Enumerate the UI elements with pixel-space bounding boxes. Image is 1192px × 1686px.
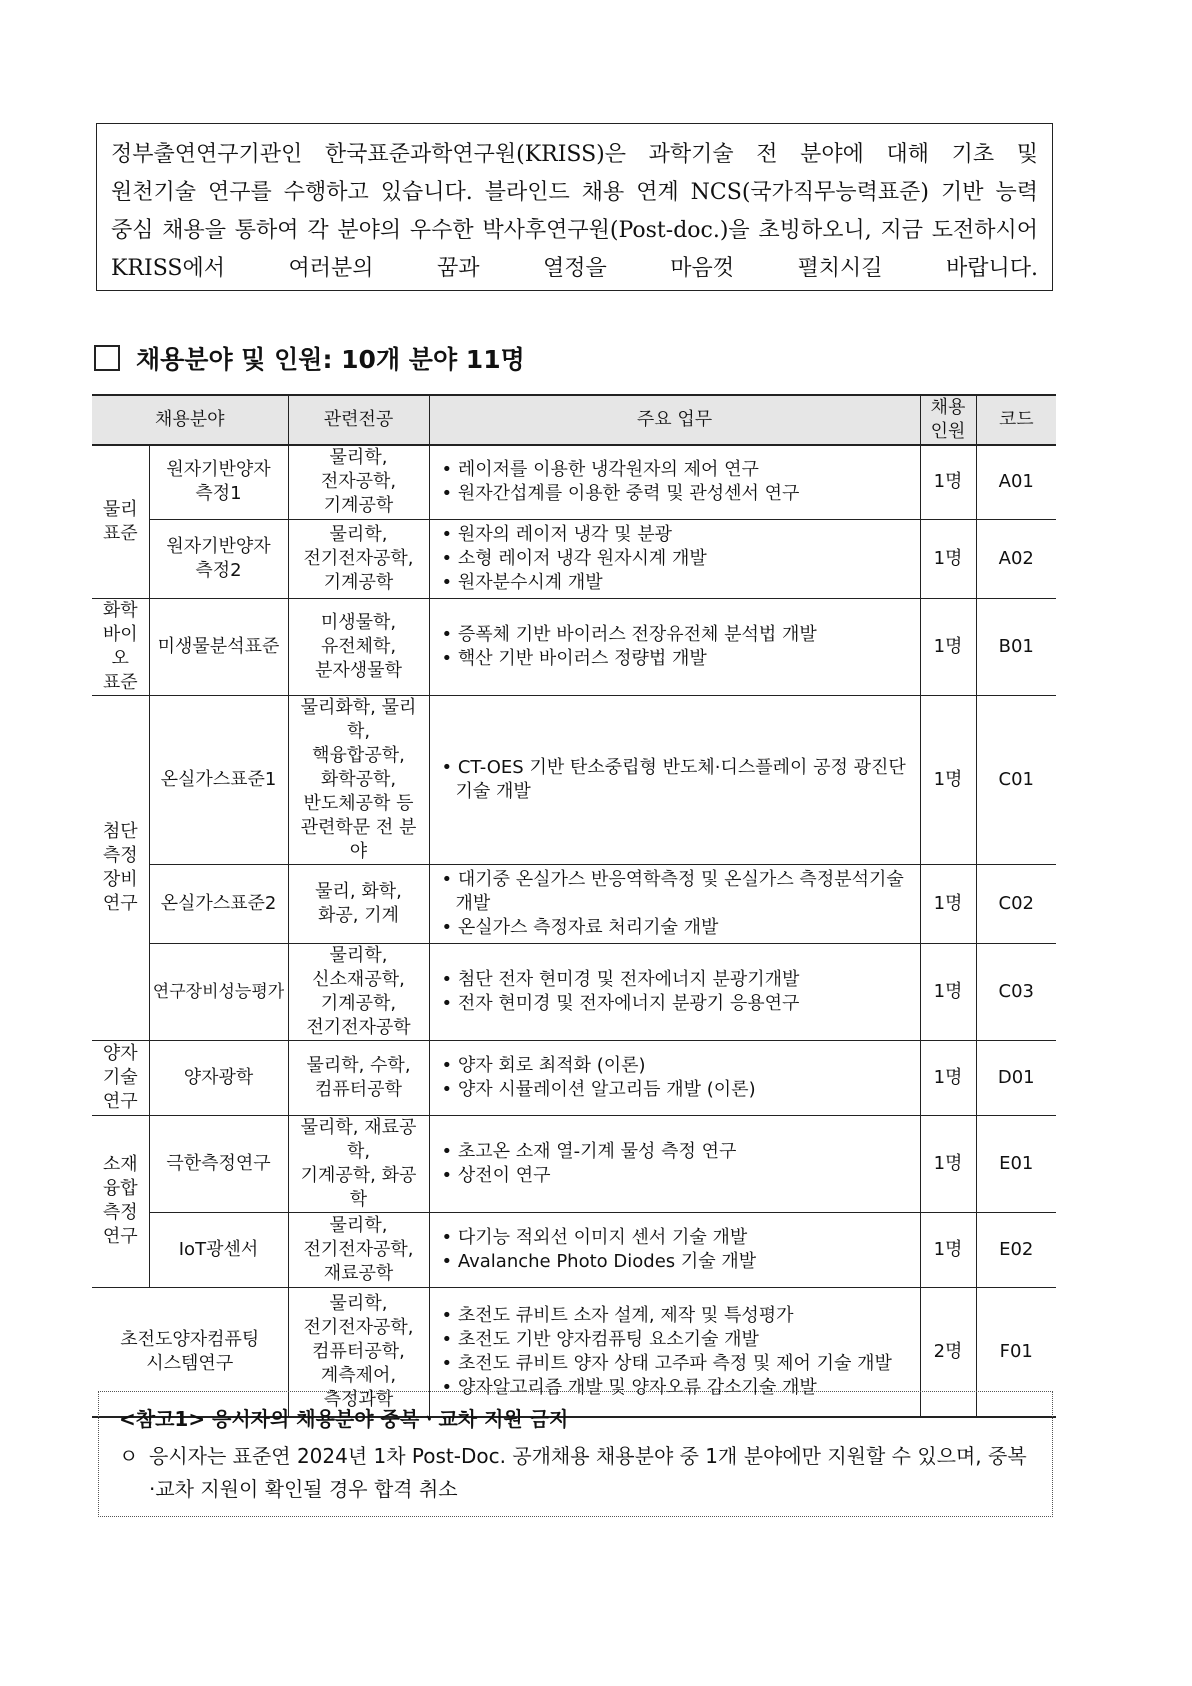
circle-bullet-icon: ㅇ (119, 1444, 139, 1468)
cell-field: 극한측정연구 (149, 1115, 288, 1212)
note-text: 응시자는 표준연 2024년 1차 Post-Doc. 공개채용 채용분야 중 1개 분야에만 지원할 수 있으며, 중복·교차 지원이 확인될 경우 합격 취소 (149, 1444, 1027, 1501)
cell-field: 원자기반양자 측정2 (149, 519, 288, 598)
cell-field: IoT광센서 (149, 1212, 288, 1287)
duty-item (442, 916, 916, 940)
cell-major: 물리학, 전기전자공학, 기계공학 (288, 519, 429, 598)
duty-text: 핵산 기반 바이러스 정량법 개발 (457, 647, 707, 669)
note-item (119, 1440, 1032, 1506)
table-row (92, 598, 1056, 695)
checkbox-square-icon (94, 345, 120, 371)
duty-text: 양자알고리즘 개발 및 양자오류 감소기술 개발 (457, 1376, 817, 1398)
recruitment-table (92, 394, 1056, 1418)
cell-code: B01 (976, 598, 1056, 695)
duty-item (442, 1226, 916, 1250)
duty-item (442, 1352, 916, 1376)
cell-group: 양자 기술 연구 (92, 1040, 149, 1115)
cell-field: 연구장비성능평가 (149, 943, 288, 1040)
cell-code: F01 (976, 1287, 1056, 1417)
duty-text: 소형 레이저 냉각 원자시계 개발 (457, 547, 707, 569)
duty-item (442, 868, 916, 916)
duty-text: 레이저를 이용한 냉각원자의 제어 연구 (457, 459, 759, 481)
cell-code: E01 (976, 1115, 1056, 1212)
header-headcount-line: 채용 (930, 397, 966, 418)
table-row (92, 943, 1056, 1040)
cell-headcount: 1명 (920, 598, 976, 695)
bullet-dot-icon: • (441, 968, 458, 990)
duty-text: 초전도 기반 양자컴퓨팅 요소기술 개발 (457, 1328, 759, 1350)
section-title: 채용분야 및 인원: 10개 분야 11명 (136, 345, 525, 374)
duty-item (442, 1078, 916, 1102)
duty-text: 상전이 연구 (457, 1164, 551, 1186)
header-field: 채용분야 (92, 395, 288, 445)
bullet-dot-icon: • (441, 1226, 458, 1248)
cell-major: 미생물학, 유전체학, 분자생물학 (288, 598, 429, 695)
cell-code: A02 (976, 519, 1056, 598)
bullet-dot-icon: • (441, 1250, 458, 1272)
cell-group: 화학 바이오 표준 (92, 598, 149, 695)
cell-duties (429, 695, 920, 864)
cell-code: C02 (976, 864, 1056, 943)
cell-field: 초전도양자컴퓨팅 시스템연구 (92, 1287, 288, 1417)
cell-code: C03 (976, 943, 1056, 1040)
cell-field: 온실가스표준2 (149, 864, 288, 943)
duty-item (442, 647, 916, 671)
duty-item (442, 1140, 916, 1164)
cell-duties (429, 1040, 920, 1115)
table-row (92, 864, 1056, 943)
cell-headcount: 1명 (920, 445, 976, 519)
table-body (92, 445, 1056, 1417)
bullet-dot-icon: • (441, 1078, 458, 1100)
duty-text: 첨단 전자 현미경 및 전자에너지 분광기개발 (457, 968, 800, 990)
cell-duties (429, 445, 920, 519)
duty-item (442, 992, 916, 1016)
bullet-dot-icon: • (441, 1328, 458, 1350)
table-row (92, 1212, 1056, 1287)
intro-line: KRISS에서 여러분의 꿈과 열정을 마음껏 펼치시길 바랍니다. (111, 256, 1038, 281)
duty-item (442, 523, 916, 547)
cell-group: 소재 융합 측정 연구 (92, 1115, 149, 1287)
table-row (92, 519, 1056, 598)
cell-major: 물리화학, 물리학, 핵융합공학, 화학공학, 반도체공학 등 관련학문 전 분야 (288, 695, 429, 864)
duty-text: 양자 회로 최적화 (이론) (457, 1054, 646, 1076)
header-headcount (920, 395, 976, 445)
cell-code: E02 (976, 1212, 1056, 1287)
bullet-dot-icon: • (441, 483, 458, 505)
cell-major: 물리학, 전자공학, 기계공학 (288, 445, 429, 519)
duty-text: 대기중 온실가스 반응역학측정 및 온실가스 측정분석기술 개발 (455, 868, 904, 914)
duty-text: 원자분수시계 개발 (457, 571, 603, 593)
duty-text: 양자 시뮬레이션 알고리듬 개발 (이론) (457, 1078, 756, 1100)
duty-text: 초고온 소재 열-기계 물성 측정 연구 (457, 1140, 737, 1162)
duty-text: Avalanche Photo Diodes 기술 개발 (457, 1250, 757, 1272)
duty-text: 다기능 적외선 이미지 센서 기술 개발 (457, 1226, 748, 1248)
cell-duties (429, 943, 920, 1040)
intro-line: 원천기술 연구를 수행하고 있습니다. 블라인드 채용 연계 NCS(국가직무능력표준) 기반 능력 (111, 180, 1038, 205)
cell-field: 미생물분석표준 (149, 598, 288, 695)
cell-headcount: 1명 (920, 1115, 976, 1212)
duty-text: 증폭체 기반 바이러스 전장유전체 분석법 개발 (457, 623, 817, 645)
bullet-dot-icon: • (441, 916, 458, 938)
duty-text: CT-OES 기반 탄소중립형 반도체·디스플레이 공정 광진단기술 개발 (455, 756, 906, 802)
bullet-dot-icon: • (441, 868, 458, 890)
cell-headcount: 1명 (920, 1212, 976, 1287)
cell-headcount: 1명 (920, 943, 976, 1040)
cell-headcount: 1명 (920, 519, 976, 598)
duty-item (442, 1328, 916, 1352)
cell-field: 온실가스표준1 (149, 695, 288, 864)
cell-headcount: 2명 (920, 1287, 976, 1417)
cell-field: 양자광학 (149, 1040, 288, 1115)
cell-major: 물리학, 전기전자공학, 재료공학 (288, 1212, 429, 1287)
bullet-dot-icon: • (441, 623, 458, 645)
duty-item (442, 1304, 916, 1328)
table-row (92, 445, 1056, 519)
cell-code: C01 (976, 695, 1056, 864)
cell-group: 첨단 측정 장비 연구 (92, 695, 149, 1040)
cell-major: 물리학, 수학, 컴퓨터공학 (288, 1040, 429, 1115)
note-title: <참고1> 응시자의 채용분야 중복ㆍ교차 지원 금지 (119, 1407, 569, 1431)
table-row (92, 1115, 1056, 1212)
duty-item (442, 623, 916, 647)
duty-item (442, 547, 916, 571)
cell-headcount: 1명 (920, 1040, 976, 1115)
cell-duties (429, 1115, 920, 1212)
bullet-dot-icon: • (441, 1352, 458, 1374)
duty-text: 원자간섭계를 이용한 중력 및 관성센서 연구 (457, 483, 800, 505)
duty-item (442, 968, 916, 992)
cell-major: 물리학, 재료공학, 기계공학, 화공학 (288, 1115, 429, 1212)
duty-item (442, 482, 916, 506)
intro-line: 중심 채용을 통하여 각 분야의 우수한 박사후연구원(Post-doc.)을 초빙하오니, 지금 도전하시어 (111, 218, 1038, 243)
bullet-dot-icon: • (441, 992, 458, 1014)
cell-major: 물리학, 신소재공학, 기계공학, 전기전자공학 (288, 943, 429, 1040)
bullet-dot-icon: • (441, 1304, 458, 1326)
table-row (92, 1040, 1056, 1115)
cell-major: 물리학, 전기전자공학, 컴퓨터공학, 계측제어, 측정과학 (288, 1287, 429, 1417)
duty-item (442, 1164, 916, 1188)
cell-duties (429, 519, 920, 598)
cell-duties (429, 598, 920, 695)
header-headcount-line: 인원 (930, 421, 966, 442)
note-box (98, 1391, 1053, 1517)
cell-duties (429, 864, 920, 943)
duty-item (442, 1250, 916, 1274)
intro-line: 정부출연연구기관인 한국표준과학연구원(KRISS)은 과학기술 전 분야에 대해 기초 및 (111, 142, 1038, 167)
bullet-dot-icon: • (441, 547, 458, 569)
section-heading (94, 341, 525, 375)
duty-item (442, 1054, 916, 1078)
bullet-dot-icon: • (441, 647, 458, 669)
duty-item (442, 458, 916, 482)
cell-code: A01 (976, 445, 1056, 519)
duty-text: 원자의 레이저 냉각 및 분광 (457, 523, 672, 545)
cell-duties (429, 1212, 920, 1287)
duty-text: 초전도 큐비트 양자 상태 고주파 측정 및 제어 기술 개발 (457, 1352, 892, 1374)
cell-field: 원자기반양자 측정1 (149, 445, 288, 519)
header-major: 관련전공 (288, 395, 429, 445)
cell-code: D01 (976, 1040, 1056, 1115)
table-row (92, 695, 1056, 864)
cell-headcount: 1명 (920, 695, 976, 864)
intro-box (96, 123, 1053, 291)
cell-headcount: 1명 (920, 864, 976, 943)
bullet-dot-icon: • (441, 571, 458, 593)
cell-major: 물리, 화학, 화공, 기계 (288, 864, 429, 943)
duty-item (442, 756, 916, 804)
duty-text: 초전도 큐비트 소자 설계, 제작 및 특성평가 (457, 1304, 794, 1326)
duty-item (442, 571, 916, 595)
bullet-dot-icon: • (441, 459, 458, 481)
cell-group: 물리 표준 (92, 445, 149, 598)
bullet-dot-icon: • (441, 1376, 458, 1398)
header-duties: 주요 업무 (429, 395, 920, 445)
duty-text: 전자 현미경 및 전자에너지 분광기 응용연구 (457, 992, 800, 1014)
bullet-dot-icon: • (441, 523, 458, 545)
bullet-dot-icon: • (441, 1164, 458, 1186)
header-code: 코드 (976, 395, 1056, 445)
duty-text: 온실가스 측정자료 처리기술 개발 (457, 916, 719, 938)
table-header-row (92, 395, 1056, 445)
bullet-dot-icon: • (441, 1054, 458, 1076)
bullet-dot-icon: • (441, 1140, 458, 1162)
bullet-dot-icon: • (441, 756, 458, 778)
